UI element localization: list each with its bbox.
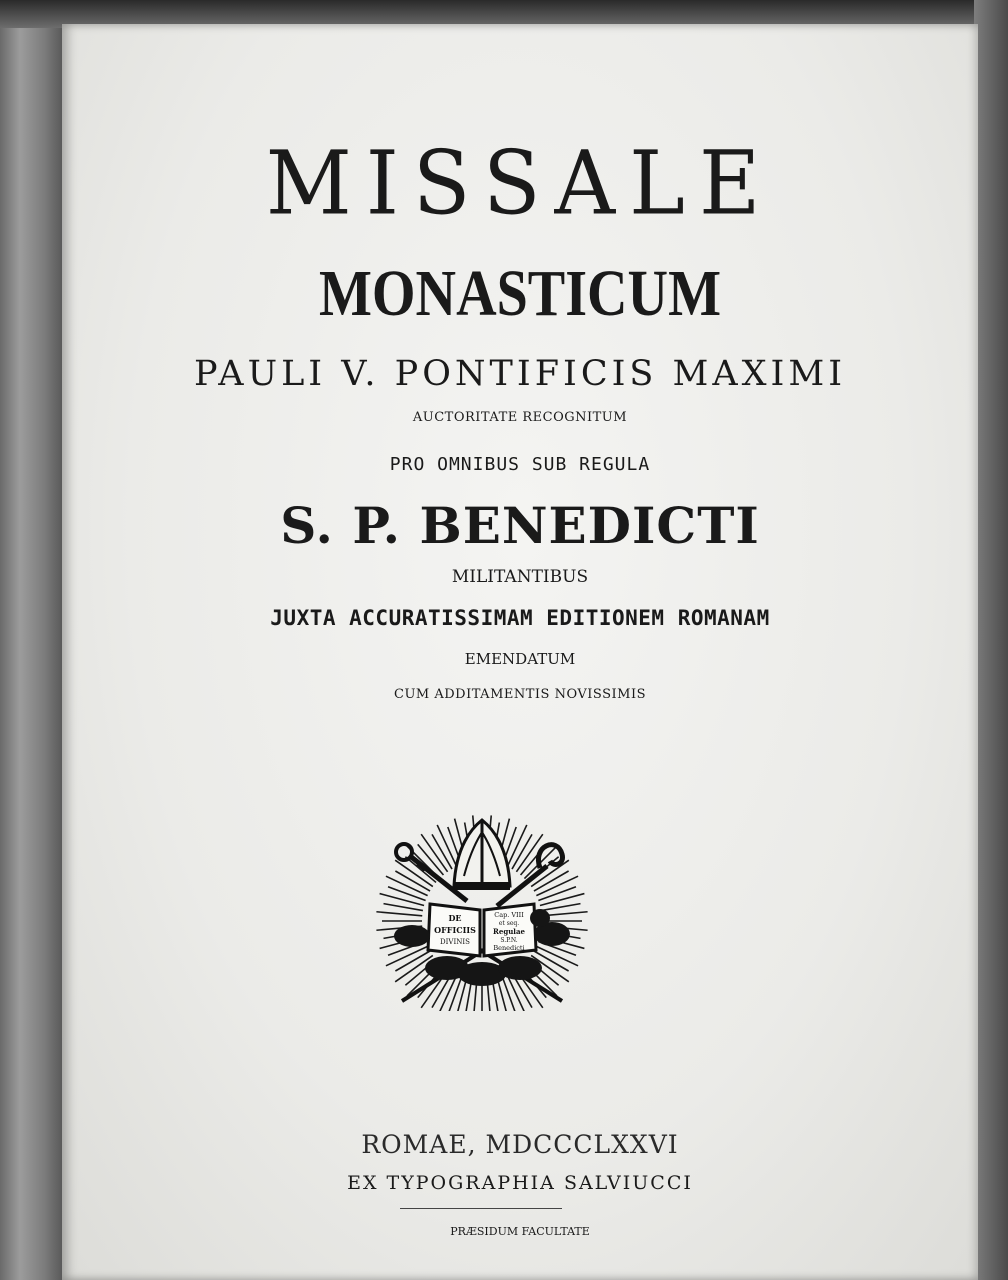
open-book-icon xyxy=(428,904,536,956)
imprint-place-date: ROMAE, MDCCCLXXVI xyxy=(361,1130,679,1159)
book-left-line-3: DIVINIS xyxy=(440,938,470,946)
additions-line: CUM ADDITAMENTIS NOVISSIMIS xyxy=(394,687,646,702)
book-left-line-1: DE xyxy=(448,913,462,923)
authority-line: AUCTORITATE RECOGNITUM xyxy=(412,410,628,425)
emblem-ray xyxy=(455,979,467,1011)
emendatum-line: EMENDATUM xyxy=(464,650,576,668)
benedictine-emblem-icon xyxy=(372,806,592,1011)
book-binding-edge xyxy=(0,0,62,1280)
emblem-ray xyxy=(388,887,426,901)
subtitle-monasticum: MONASTICUM xyxy=(318,257,722,330)
emblem-ray xyxy=(538,887,576,901)
book-right-line-3: Regulae xyxy=(493,927,525,936)
book-right-line-5: Benedicti xyxy=(493,944,525,952)
book-right-edge xyxy=(974,0,1008,1280)
edition-line: JUXTA ACCURATISSIMAM EDITIONEM ROMANAM xyxy=(270,606,770,630)
book-right-line-1: Cap. VIII xyxy=(494,911,524,919)
book-right-line-4: S.P.N. xyxy=(500,937,518,944)
book-left-line-2: OFFICIIS xyxy=(434,925,476,935)
emblem-ray xyxy=(384,904,423,911)
mitre-icon xyxy=(454,820,510,890)
title-page xyxy=(62,24,978,1280)
book-right-line-2: et seq. xyxy=(498,920,520,927)
rule-line: PRO OMNIBUS SUB REGULA xyxy=(389,454,651,475)
imprint-permission: PRÆSIDUM FACULTATE xyxy=(450,1225,590,1238)
title-missale: MISSALE xyxy=(265,131,775,235)
imprint-rule xyxy=(400,1208,562,1209)
militantibus-line: MILITANTIBUS xyxy=(451,567,589,587)
imprint-printer: EX TYPOGRAPHIA SALVIUCCI xyxy=(347,1172,693,1194)
emblem-ray xyxy=(376,912,422,916)
saint-benedict-line: S. P. BENEDICTI xyxy=(280,496,760,555)
pope-line: PAULI V. PONTIFICIS MAXIMI xyxy=(193,354,847,394)
emblem-ray xyxy=(498,979,510,1011)
emblem-ray xyxy=(541,904,580,911)
